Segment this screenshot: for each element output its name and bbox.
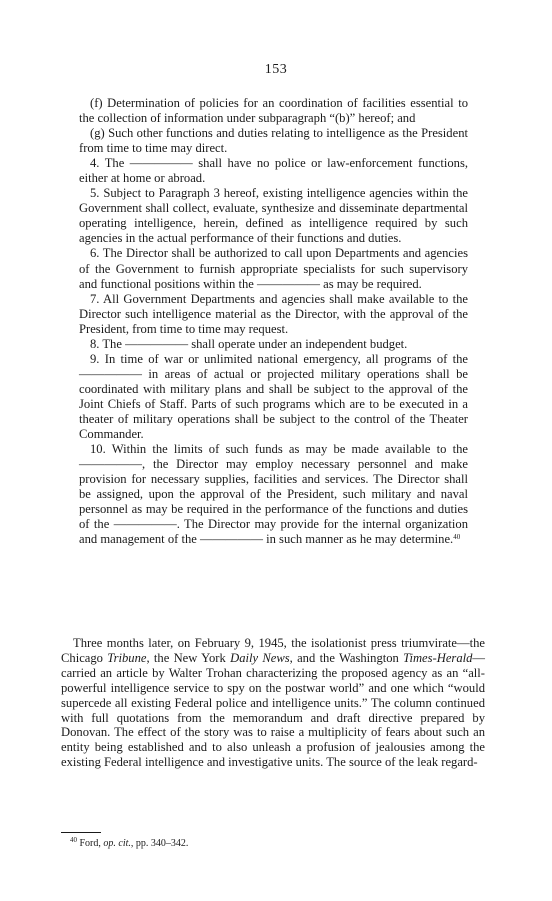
newspaper-name: Daily News <box>230 650 290 665</box>
body-text-segment: Three months later, on February 9, 1945, the isolationist press triumvirate—the Chicago <box>61 636 485 665</box>
quote-paragraph-g: (g) Such other functions and duties relating to intelligence as the President from time to time may direct. <box>79 126 468 156</box>
footnote-text: Ford, <box>77 838 104 849</box>
quote-paragraph-4: 4. The ————— shall have no police or law-enforcement functions, either at home or abroad. <box>79 156 468 186</box>
footnote-marker: 40 <box>70 836 77 844</box>
body-paragraph <box>61 636 485 770</box>
footnote-citation: op. cit. <box>103 838 131 849</box>
newspaper-name: Tribune <box>107 650 147 665</box>
page-number: 153 <box>264 62 288 77</box>
body-text-segment: , and the Washington <box>289 650 404 665</box>
quote-paragraph-6: 6. The Director shall be authorized to call upon Departments and agencies of the Government to furnish appropriate specialists for such supervisory and functional positions within the ————— as may be required. <box>79 246 468 291</box>
quote-paragraph-10 <box>79 442 468 547</box>
quote-paragraph-10-text: 10. Within the limits of such funds as may be made available to the —————, the Director may employ necessary personnel and make provision for necessary supplies, facilities and services. The Director shall be assigned, upon the approval of the President, such military and naval personnel as may be required in the performance of the functions and duties of the —————. The Director may provide for the internal organization and management of the ————— in such manner as he may determine. <box>79 442 468 547</box>
body-text-segment: , the New York <box>146 650 231 665</box>
quote-paragraph-f: (f) Determination of policies for an coordination of facilities essential to the collection of information under subparagraph “(b)” hereof; and <box>79 96 468 126</box>
footnote-text: , pp. 340–342. <box>130 838 189 849</box>
quote-paragraph-5: 5. Subject to Paragraph 3 hereof, existing intelligence agencies within the Government shall collect, evaluate, synthesize and disseminate departmental operating intelligence, herein, defined as intelligence required by such agencies in the actual performance of their functions and duties. <box>79 186 468 246</box>
newspaper-name: Times-Herald <box>403 650 473 665</box>
footnote-divider <box>61 832 101 833</box>
quoted-directive <box>79 96 468 547</box>
footnote-reference: 40 <box>453 533 461 542</box>
quote-paragraph-7: 7. All Government Departments and agencies shall make available to the Director such intelligence material as the Director, with the approval of the President, from time to time may request. <box>79 291 468 336</box>
body-text-segment: —carried an article by Walter Trohan characterizing the proposed agency as an “all-powerful intelligence service to spy on the postwar world” and one which “would supercede all existing Federal police and intelligence units.” The column continued with full quotations from the memorandum and draft directive prepared by Donovan. The effect of the story was to raise a multiplicity of fears about such an entity being established and to also unleash a profusion of jealousies among the existing Federal intelligence and investigative units. The source of the leak regard- <box>61 650 486 770</box>
quote-paragraph-9: 9. In time of war or unlimited national emergency, all programs of the ————— in areas of actual or projected military operations shall be coordinated with military plans and shall be subject to the approval of the Joint Chiefs of Staff. Parts of such programs which are to be executed in a theater of military operations shall be subject to the control of the Theater Commander. <box>79 351 468 442</box>
footnote <box>70 838 470 850</box>
quote-paragraph-8: 8. The ————— shall operate under an independent budget. <box>90 336 408 351</box>
body-text <box>61 636 485 770</box>
